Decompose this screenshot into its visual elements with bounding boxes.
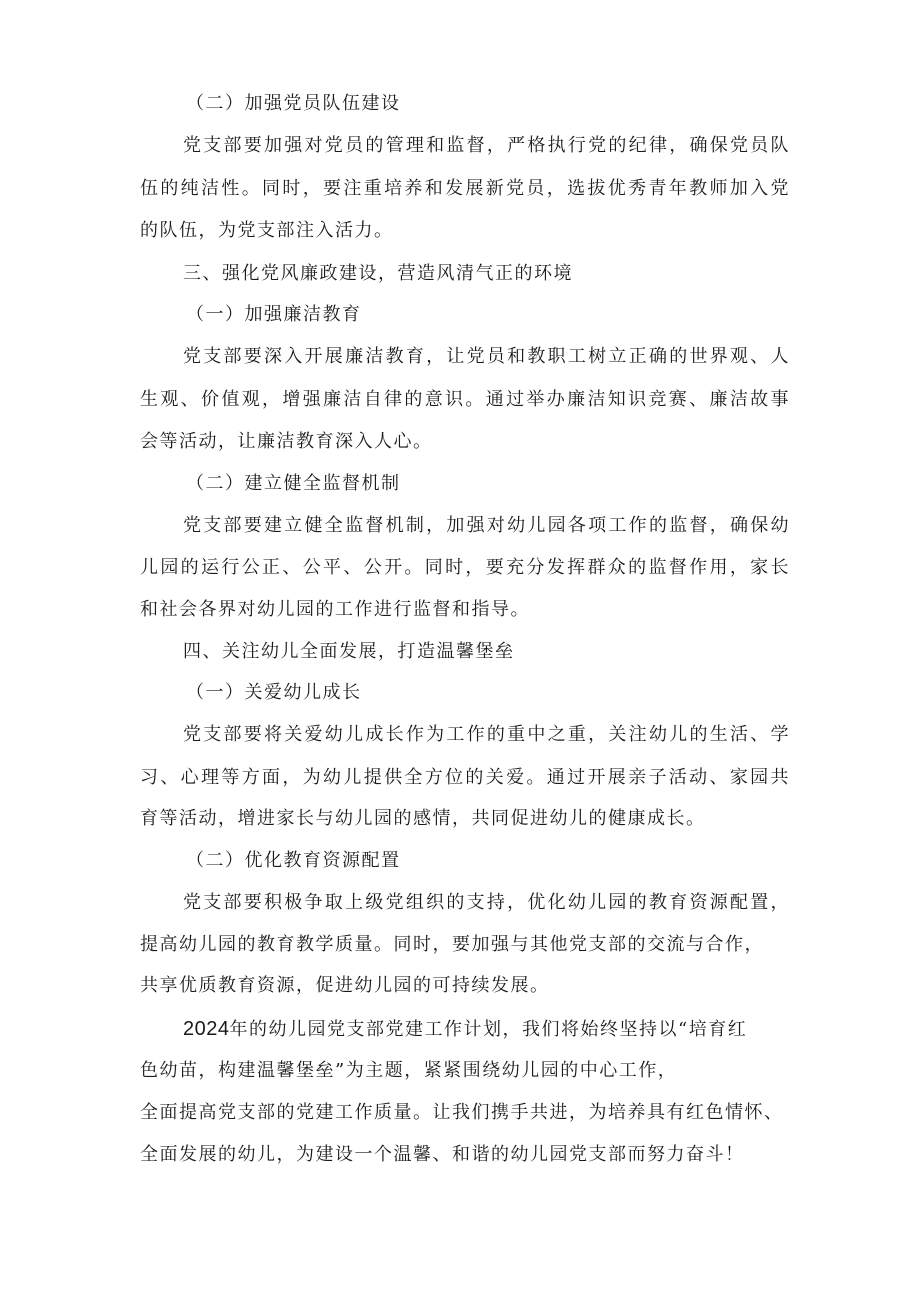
paragraph-line: 习、心理等方面，为幼儿提供全方位的关爱。通过开展亲子活动、家园共	[140, 767, 790, 788]
paragraph-line: 党支部要积极争取上级党组织的支持，优化幼儿园的教育资源配置，	[183, 892, 790, 913]
paragraph-line: 党支部要加强对党员的管理和监督，严格执行党的纪律，确保党员队	[183, 135, 790, 156]
section-heading: （二）加强党员队伍建设	[186, 93, 401, 114]
paragraph-line: 和社会各界对幼儿园的工作进行监督和指导。	[140, 599, 530, 620]
closing-paragraph-line: 全面提高党支部的党建工作质量。让我们携手共进，为培养具有红色情怀、	[140, 1102, 784, 1123]
closing-paragraph-line: 全面发展的幼儿，为建设一个温馨、和谐的幼儿园党支部而努力奋斗！	[140, 1144, 745, 1165]
section-heading: （一）加强廉洁教育	[186, 304, 362, 325]
section-heading: （一）关爱幼儿成长	[186, 682, 362, 703]
paragraph-line: 育等活动，增进家长与幼儿园的感情，共同促进幼儿的健康成长。	[140, 808, 706, 829]
paragraph-line: 党支部要深入开展廉洁教育，让党员和教职工树立正确的世界观、人	[183, 346, 790, 367]
paragraph-line: 提高幼儿园的教育教学质量。同时，要加强与其他党支部的交流与合作，	[140, 934, 764, 955]
closing-paragraph-line: 色幼苗，构建温馨堡垒”为主题，紧紧围绕幼儿园的中心工作，	[140, 1060, 678, 1081]
paragraph-line: 共享优质教育资源，促进幼儿园的可持续发展。	[140, 975, 550, 996]
closing-paragraph-line	[183, 1017, 833, 1042]
closing-text: 年的幼儿园党支部党建工作计划，我们将始终坚持以“培育红	[229, 1019, 748, 1040]
paragraph-line: 党支部要将关爱幼儿成长作为工作的重中之重，关注幼儿的生活、学	[183, 724, 790, 745]
paragraph-line: 党支部要建立健全监督机制，加强对幼儿园各项工作的监督，确保幼	[183, 515, 790, 536]
section-heading: （二）优化教育资源配置	[186, 850, 401, 871]
paragraph-line: 生观、价值观，增强廉洁自律的意识。通过举办廉洁知识竞赛、廉洁故事	[140, 389, 790, 410]
year-number: 2024	[183, 1018, 230, 1040]
section-heading: 三、强化党风廉政建设，营造风清气正的环境	[183, 263, 573, 284]
paragraph-line: 伍的纯洁性。同时，要注重培养和发展新党员，选拔优秀青年教师加入党	[140, 178, 790, 199]
section-heading: （二）建立健全监督机制	[186, 473, 401, 494]
paragraph-line: 的队伍，为党支部注入活力。	[140, 220, 394, 241]
paragraph-line: 儿园的运行公正、公平、公开。同时，要充分发挥群众的监督作用，家长	[140, 557, 790, 578]
section-heading: 四、关注幼儿全面发展，打造温馨堡垒	[183, 641, 515, 662]
paragraph-line: 会等活动，让廉洁教育深入人心。	[140, 431, 433, 452]
